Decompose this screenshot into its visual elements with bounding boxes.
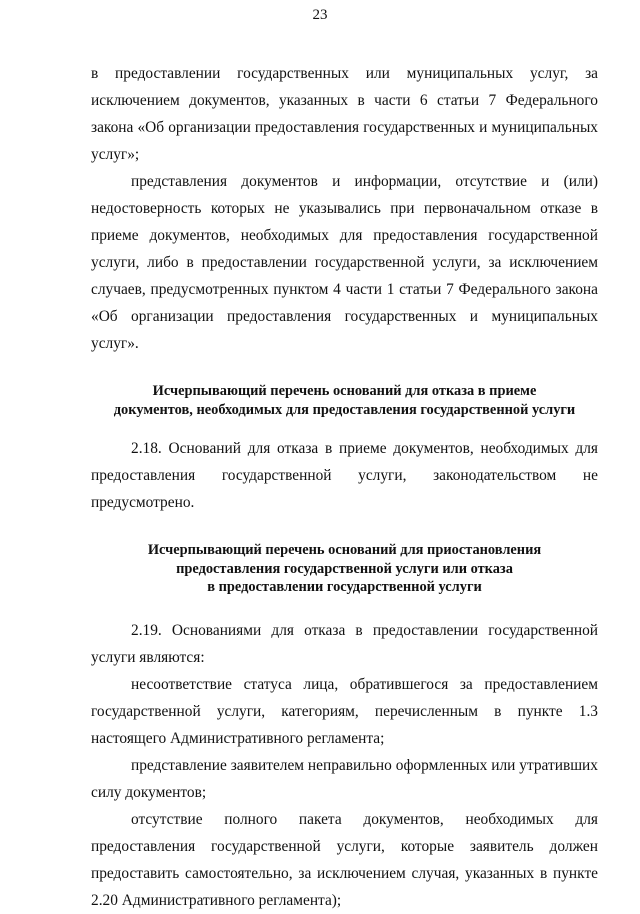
paragraph-2-18: 2.18. Оснований для отказа в приеме документов, необходимых для предоставления государственной услуги, законодательством не предусмотрено. xyxy=(91,440,598,511)
heading-line: Исчерпывающий перечень оснований для отказа в приеме xyxy=(152,383,537,399)
paragraph-continuation: в предоставлении государственных или муниципальных услуг, за исключением документов, указанных в части 6 статьи 7 Федерального закона «Об организации предоставления государственных и муниципальных услуг»; xyxy=(91,65,598,163)
heading-line: документов, необходимых для предоставления государственной услуги xyxy=(113,401,576,418)
section-heading-refusal-reception xyxy=(91,382,598,419)
heading-line: в предоставлении государственной услуги xyxy=(207,579,482,595)
paragraph-refusal-ground-status: несоответствие статуса лица, обратившегося за предоставлением государственной услуги, категориям, перечисленным в пункте 1.3 настоящего Административного регламента; xyxy=(91,675,598,747)
page-number: 23 xyxy=(312,7,328,23)
document-body xyxy=(91,60,598,914)
paragraph-refusal-ground-incomplete-package: отсутствие полного пакета документов, необходимых для предоставления государственной услуги, которые заявитель должен предоставить самостоятельно, за исключением случая, указанных в пункте 2.20 Административного регламента); xyxy=(91,810,598,909)
paragraph-refusal-ground-invalid-docs: представление заявителем неправильно оформленных или утративших силу документов; xyxy=(91,756,598,801)
heading-line: Исчерпывающий перечень оснований для приостановления xyxy=(147,542,542,558)
paragraph-document-submission: представления документов и информации, отсутствие и (или) недостоверность которых не указывались при первоначальном отказе в приеме документов, необходимых для предоставления государственной услуги, либо в предоставлении государственной услуги, за исключением случаев, предусмотренных пунктом 4 части 1 статьи 7 Федерального закона «Об организации предоставления государственных и муниципальных услуг». xyxy=(91,173,598,352)
section-heading-suspension-refusal xyxy=(91,541,598,597)
heading-line: предоставления государственной услуги или отказа xyxy=(176,560,513,577)
paragraph-2-19: 2.19. Основаниями для отказа в предоставлении государственной услуги являются: xyxy=(91,621,598,666)
